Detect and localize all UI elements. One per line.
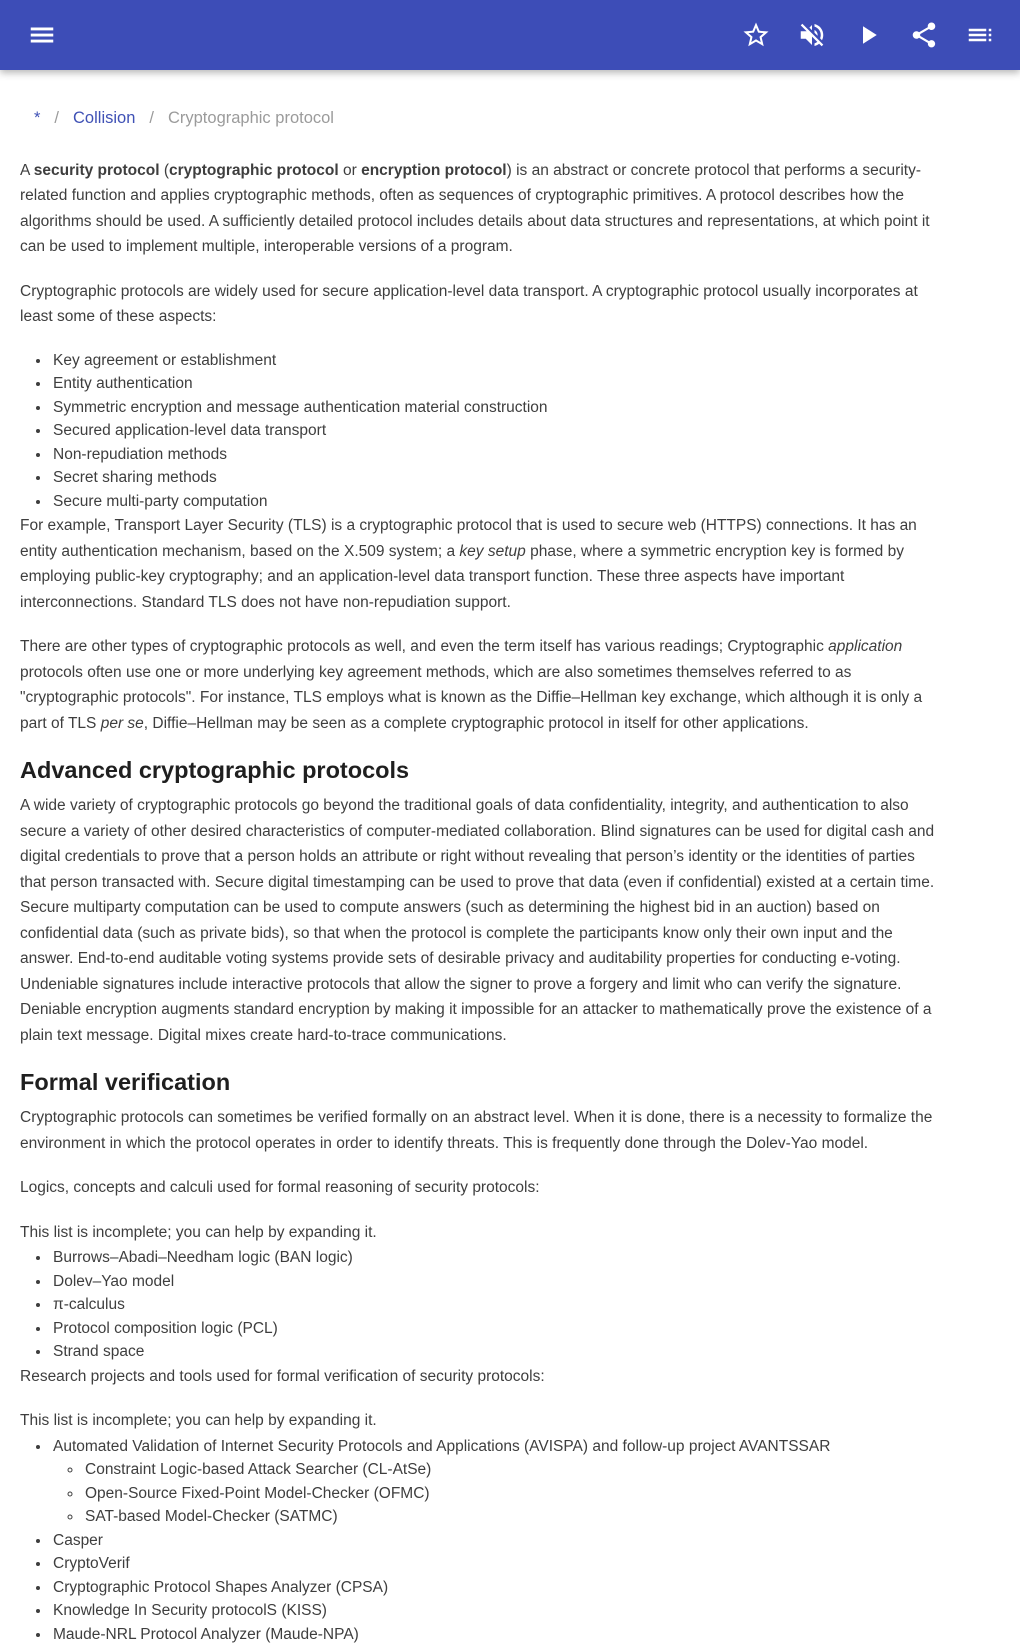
tools-list: [20, 1435, 944, 1646]
other-types-paragraph: [20, 634, 944, 736]
menu-button[interactable]: [14, 7, 70, 63]
text-segment: per se: [101, 715, 144, 732]
play-arrow-icon: [853, 20, 883, 50]
list-item: • Secure multi-party computation: [51, 490, 944, 514]
incomplete-list-note: This list is incomplete; you can help by expanding it.: [20, 1408, 944, 1434]
breadcrumb: [34, 106, 944, 132]
play-button[interactable]: [840, 7, 896, 63]
list-item: • Maude-NRL Protocol Analyzer (Maude-NPA): [51, 1623, 944, 1646]
list-item: • Dolev–Yao model: [51, 1270, 944, 1294]
aspects-list: [20, 349, 944, 514]
star-outline-icon: [741, 20, 771, 50]
breadcrumb-separator: /: [149, 106, 154, 132]
logics-list: [20, 1246, 944, 1364]
text-segment: or: [339, 162, 361, 179]
advanced-paragraph: A wide variety of cryptographic protocols go beyond the traditional goals of data confidentiality, integrity, and authentication to also secure a variety of other desired characteristics of computer-mediated collaboration. Blind signatures can be used for digital cash and digital credentials to prove that a person holds an attribute or right without revealing that person’s identity or the identities of parties that person transacted with. Secure digital timestamping can be used to prove that data (even if confidential) existed at a certain time. Secure multiparty computation can be used to compute answers (such as determining the highest bid in an auction) based on confidential data (such as private bids), so that when the protocol is complete the participants know only their own input and the answer. End-to-end auditable voting systems provide sets of desirable privacy and auditability properties for conducting e-voting. Undeniable signatures include interactive protocols that allow the signer to prove a forgery and limit who can verify the signature. Deniable encryption augments standard encryption by making it impossible for an attacker to mathematically prove the existence of a plain text message. Digital mixes create hard-to-trace communications.: [20, 793, 944, 1048]
text-segment: security protocol: [34, 162, 160, 179]
hamburger-icon: [27, 20, 57, 50]
mute-button[interactable]: [784, 7, 840, 63]
list-item: • Symmetric encryption and message authentication material construction: [51, 396, 944, 420]
list-item: • Casper: [51, 1529, 944, 1553]
article-view: [0, 70, 1020, 1646]
list-item: • Secured application-level data transport: [51, 419, 944, 443]
toc-icon: [965, 20, 995, 50]
list-item: • Cryptographic Protocol Shapes Analyzer (CPSA): [51, 1576, 944, 1600]
breadcrumb-collision-link[interactable]: Collision: [73, 106, 135, 132]
contents-button[interactable]: [952, 7, 1008, 63]
share-icon: [909, 20, 939, 50]
text-segment: (: [160, 162, 169, 179]
text-segment: key setup: [459, 543, 525, 560]
breadcrumb-current-page: Cryptographic protocol: [168, 106, 334, 132]
sub-list-item: ◦ Constraint Logic-based Attack Searcher (CL-AtSe): [83, 1458, 944, 1482]
text-segment: application: [828, 638, 902, 655]
aspects-intro-paragraph: Cryptographic protocols are widely used for secure application-level data transport. A cryptographic protocol usually incorporates at least some of these aspects:: [20, 279, 944, 330]
text-segment: ) is an abstract or concrete protocol that performs a security-related function and applies cryptographic methods, often as sequences of cryptographic primitives. A protocol describes how the algorithms should be used. A sufficiently detailed protocol includes details about data structures and representations, at which point it can be used to implement multiple, interoperable versions of a program.: [20, 162, 930, 256]
list-item: • Entity authentication: [51, 372, 944, 396]
list-item: • Key agreement or establishment: [51, 349, 944, 373]
formal-verification-paragraph: Cryptographic protocols can sometimes be verified formally on an abstract level. When it is done, there is a necessity to formalize the environment in which the protocol operates in order to identify threats. This is frequently done through the Dolev-Yao model.: [20, 1105, 944, 1156]
list-item: • Secret sharing methods: [51, 466, 944, 490]
sub-list-item: ◦ Open-Source Fixed-Point Model-Checker (OFMC): [83, 1482, 944, 1506]
text-segment: For example, Transport Layer Security (TLS) is a cryptographic protocol that is used to secure web (HTTPS) connections. It has an entity authentication mechanism, based on the X.509 system; a: [20, 517, 917, 560]
list-item: • Knowledge In Security protocolS (KISS): [51, 1599, 944, 1623]
tls-example-paragraph: [20, 513, 944, 615]
breadcrumb-home-link[interactable]: *: [34, 106, 40, 132]
list-item: • CryptoVerif: [51, 1552, 944, 1576]
text-segment: , Diffie–Hellman may be seen as a complete cryptographic protocol in itself for other applications.: [144, 715, 809, 732]
list-item: • Non-repudiation methods: [51, 443, 944, 467]
list-item: • π-calculus: [51, 1293, 944, 1317]
volume-off-icon: [797, 20, 827, 50]
share-button[interactable]: [896, 7, 952, 63]
text-segment: There are other types of cryptographic protocols as well, and even the term itself has various readings; Cryptographic: [20, 638, 828, 655]
text-segment: cryptographic protocol: [169, 162, 339, 179]
section-heading-formal-verification: Formal verification: [20, 1067, 944, 1097]
list-item: • Strand space: [51, 1340, 944, 1364]
text-segment: protocols often use one or more underlying key agreement methods, which are also sometimes themselves referred to as "cryptographic protocols". For instance, TLS employs what is known as the Diffie–Hellman key exchange, which although it is only a part of TLS: [20, 664, 922, 732]
list-item: • Burrows–Abadi–Needham logic (BAN logic): [51, 1246, 944, 1270]
section-heading-advanced: Advanced cryptographic protocols: [20, 755, 944, 785]
text-segment: encryption protocol: [361, 162, 507, 179]
breadcrumb-separator: /: [54, 106, 59, 132]
logics-intro-paragraph: Logics, concepts and calculi used for formal reasoning of security protocols:: [20, 1175, 944, 1201]
text-segment: A: [20, 162, 34, 179]
favorite-button[interactable]: [728, 7, 784, 63]
sub-list: [53, 1458, 944, 1529]
text-segment: phase, where a symmetric encryption key is formed by employing public-key cryptography; and an application-level data transport function. These three aspects have important interconnections. Standard TLS does not have non-repudiation support.: [20, 543, 904, 611]
list-item: • Automated Validation of Internet Security Protocols and Applications (AVISPA) and follow-up project AVANTSSAR ◦ Constraint Logic-based Attack Searcher (CL-AtSe) ◦ Open-Source Fixed-Point Model-Checker (OFMC) ◦ SAT-based Model-Checker (SATMC): [51, 1435, 944, 1529]
sub-list-item: ◦ SAT-based Model-Checker (SATMC): [83, 1505, 944, 1529]
app-bar: [0, 0, 1020, 70]
intro-paragraph: [20, 158, 944, 260]
list-item: • Protocol composition logic (PCL): [51, 1317, 944, 1341]
incomplete-list-note: This list is incomplete; you can help by expanding it.: [20, 1220, 944, 1246]
research-intro-paragraph: Research projects and tools used for formal verification of security protocols:: [20, 1364, 944, 1390]
